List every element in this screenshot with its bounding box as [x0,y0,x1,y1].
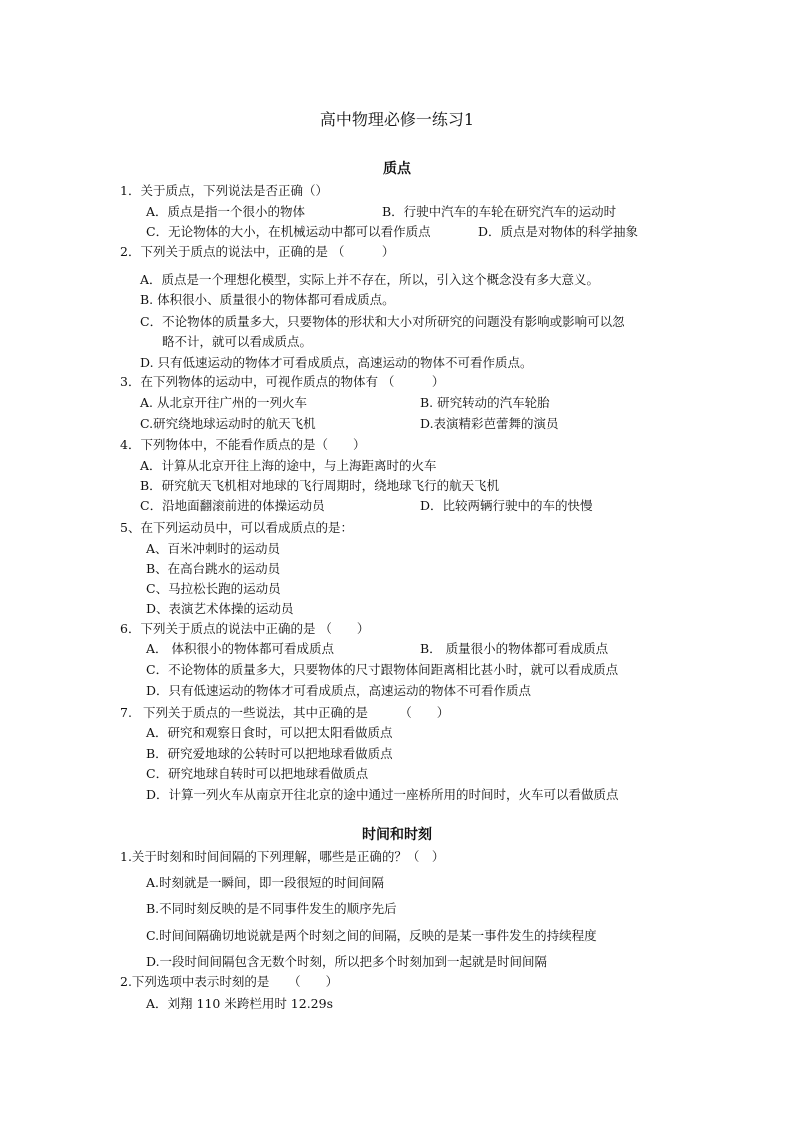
option-b: B. 体积很小、质量很小的物体都可看成质点。 [140,292,395,307]
question-stem: 1．关于质点，下列说法是否正确（） [120,183,328,198]
option-a: A. 从北京开往广州的一列火车 [140,395,307,410]
option-c: C.时间间隔确切地说就是两个时刻之间的间隔，反映的是某一事件发生的持续程度 [146,928,597,943]
option-b: B.不同时刻反映的是不同事件发生的顺序先后 [146,901,397,916]
question-stem: 下列关于质点的一些说法，其中正确的是 （ ） [143,705,450,720]
option-b: B．行驶中汽车的车轮在研究汽车的运动时 [382,204,617,219]
option-d: D、表演艺术体操的运动员 [146,601,294,616]
question-stem: 2．下列关于质点的说法中，正确的是 （ ） [120,244,395,259]
option-c-continued: 略不计，就可以看成质点。 [162,334,313,349]
option-a: A．质点是一个理想化模型，实际上并不存在，所以，引入这个概念没有多大意义。 [140,272,600,287]
option-a: A．研究和观察日食时，可以把太阳看做质点 [146,725,393,740]
section-heading-particle: 质点 [383,161,411,177]
option-d: D.表演精彩芭蕾舞的演员 [420,416,559,431]
option-b: B．研究航天飞机相对地球的飞行周期时，绕地球飞行的航天飞机 [140,478,500,493]
option-a: A．质点是指一个很小的物体 [146,204,306,219]
question-stem: 4．下列物体中，不能看作质点的是（ ） [120,437,366,452]
question-number: 7. [120,705,132,720]
option-b: B、在高台跳水的运动员 [146,561,281,576]
option-a: A、百米冲刺时的运动员 [146,541,281,556]
option-c: C、马拉松长跑的运动员 [146,581,281,596]
question-stem: 2.下列选项中表示时刻的是 （ ） [120,974,339,989]
question-stem: 1.关于时刻和时间间隔的下列理解，哪些是正确的？（ ） [120,849,445,864]
option-a: A.时刻就是一瞬间，即一段很短的时间间隔 [146,875,385,890]
option-c: C．沿地面翻滚前进的体操运动员 [140,498,325,513]
option-a: A．计算从北京开往上海的途中，与上海距离时的火车 [140,458,437,473]
option-b: B．研究爱地球的公转时可以把地球看做质点 [146,746,393,761]
option-c: C．研究地球自转时可以把地球看做质点 [146,766,369,781]
option-a: A． 体积很小的物体都可看成质点 [146,641,335,656]
option-c: C.研究绕地球运动时的航天飞机 [140,416,316,431]
option-d: D．质点是对物体的科学抽象 [478,224,639,239]
section-heading-time: 时间和时刻 [362,827,432,843]
page-title: 高中物理必修一练习1 [319,110,475,129]
question-stem: 5、在下列运动员中，可以看成质点的是： [120,520,353,535]
option-d: D.一段时间间隔包含无数个时刻，所以把多个时刻加到一起就是时间间隔 [146,954,548,969]
option-c: C．不论物体的质量多大，只要物体的尺寸跟物体间距离相比甚小时，就可以看成质点 [146,662,619,677]
option-c: C．无论物体的大小，在机械运动中都可以看作质点 [146,224,431,239]
question-stem: 3．在下列物体的运动中，可视作质点的物体有 （ ） [120,374,445,389]
option-c: C．不论物体的质量多大，只要物体的形状和大小对所研究的问题没有影响或影响可以忽 [140,314,625,329]
option-b: B． 质量很小的物体都可看成质点 [420,641,609,656]
option-d: D. 只有低速运动的物体才可看成质点，高速运动的物体不可看作质点。 [140,355,533,370]
option-d: D．只有低速运动的物体才可看成质点，高速运动的物体不可看作质点 [146,683,532,698]
option-a: A．刘翔 110 米跨栏用时 12.29s [146,996,334,1011]
option-b: B. 研究转动的汽车轮胎 [420,395,550,410]
option-d: D．比较两辆行驶中的车的快慢 [420,498,593,513]
question-stem: 6．下列关于质点的说法中正确的是 （ ） [120,621,370,636]
option-d: D．计算一列火车从南京开往北京的途中通过一座桥所用的时间时，火车可以看做质点 [146,787,619,802]
